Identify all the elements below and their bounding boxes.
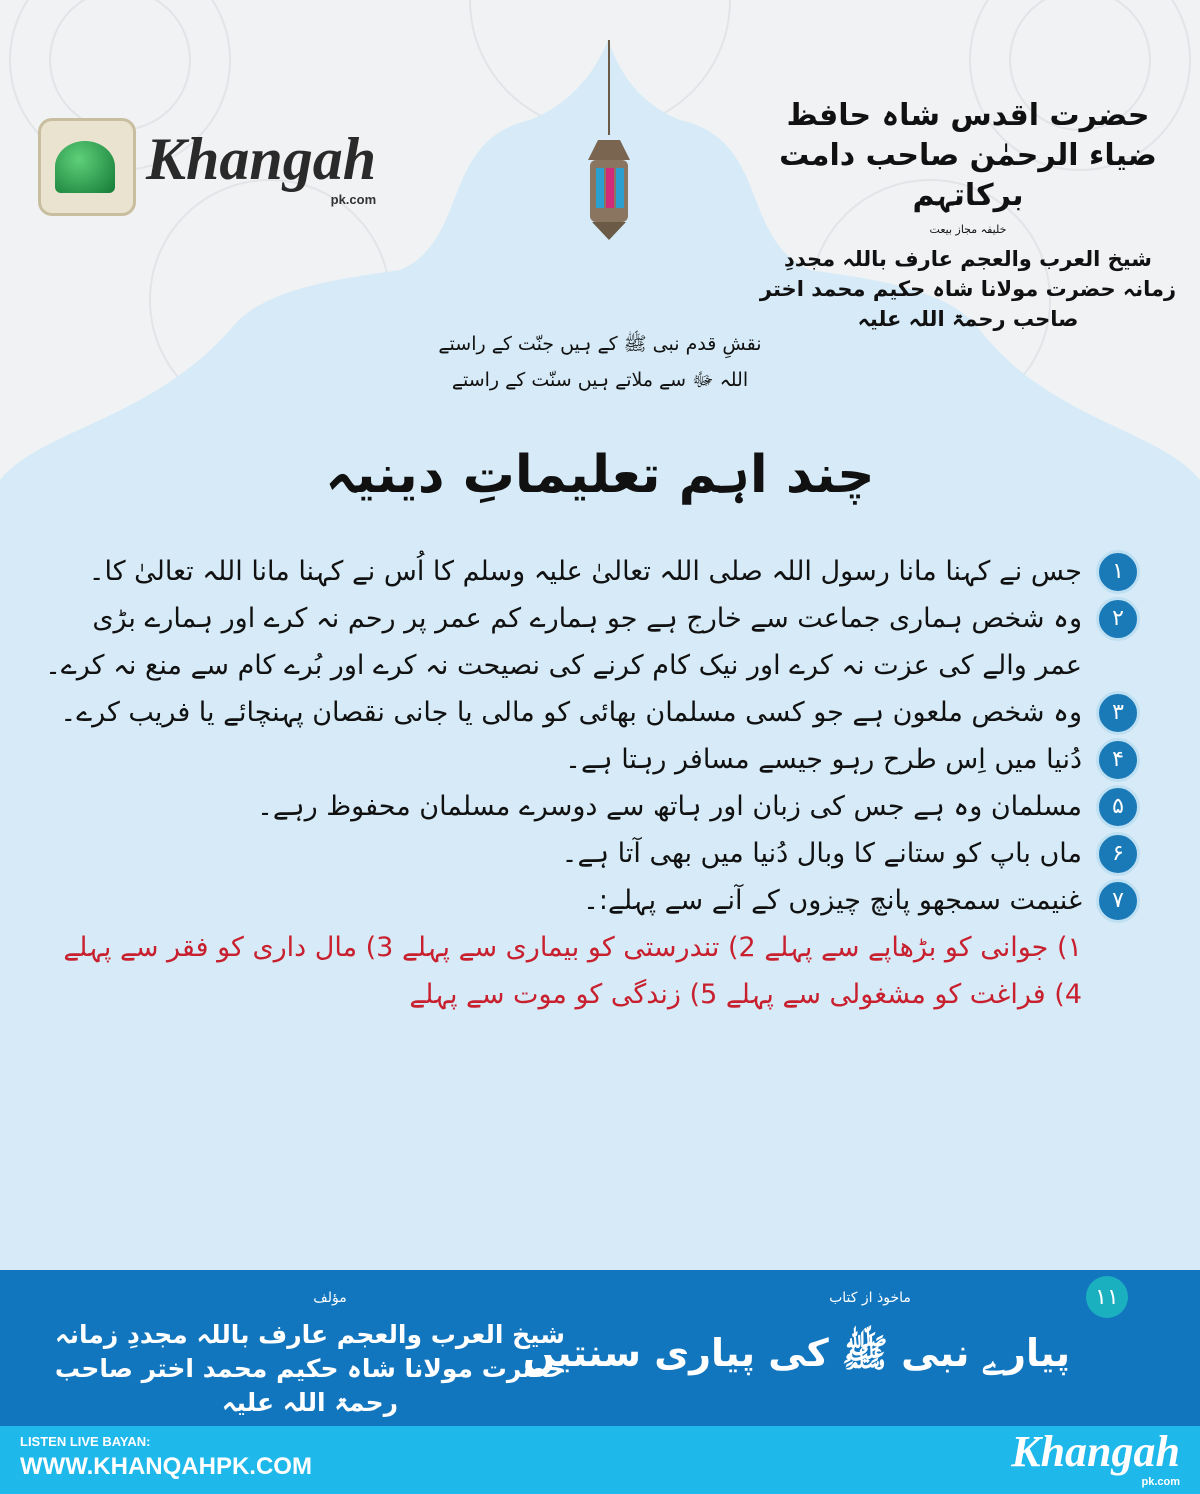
book-title: پیارے نبی ﷺ کی پیاری سنتیں [522,1331,1070,1375]
header-calligraphy [758,96,1178,334]
list-item [40,595,1140,689]
author-label: مؤلف [313,1290,347,1306]
item-text: وہ شخص ملعون ہے جو کسی مسلمان بھائی کو مالی یا جانی نقصان پہنچائے یا فریب کرے۔ [60,697,1082,728]
footer-logo[interactable] [1011,1428,1180,1489]
poem-line-1: نقشِ قدم نبی ﷺ کے ہیں جنّت کے راستے [438,333,762,355]
item-number: ۶ [1096,832,1140,876]
page-number-badge: ۱۱ [1086,1276,1128,1318]
item-number: ۴ [1096,738,1140,782]
item-text: ماں باپ کو ستانے کا وبال دُنیا میں بھی آتا ہے۔ [561,838,1082,869]
item-text: مسلمان وہ ہے جس کی زبان اور ہاتھ سے دوسرے مسلمان محفوظ رہے۔ [257,791,1082,822]
item-number: ۵ [1096,785,1140,829]
logo-text: Khangah [146,126,377,192]
item-text: غنیمت سمجھو پانچ چیزوں کے آنے سے پہلے:۔ [583,885,1082,916]
website-link[interactable]: WWW.KHANQAHPK.COM [20,1453,312,1480]
item-text: جس نے کہنا مانا رسول اللہ صلی اللہ تعالیٰ علیہ وسلم کا اُس نے کہنا مانا اللہ تعالیٰ کا۔ [88,556,1082,587]
teachings-list [40,548,1140,1018]
sheikh-name: حضرت اقدس شاہ حافظ ضیاء الرحمٰن صاحب دامت برکاتہم [779,98,1157,213]
page-title: چند اہم تعلیماتِ دینیہ [325,445,875,505]
list-item [40,830,1140,877]
footer-logo-domain: pk.com [1141,1476,1180,1488]
item-text: وہ شخص ہماری جماعت سے خارج ہے جو ہمارے کم عمر پر رحم نہ کرے اور ہمارے بڑی عمر والے کی عزت نہ کرے اور نیک کام کرنے کی نصیحت نہ کرے اور بُرے کام سے منع نہ کرے۔ [45,603,1082,681]
poem-line-2: اللہ ﷻ سے ملاتے ہیں سنّت کے راستے [451,369,749,391]
logo-domain: pk.com [330,192,377,207]
list-item [40,689,1140,736]
bottom-bar [0,1426,1200,1494]
teacher-name: شیخ العرب والعجم عارف باللہ مجددِ زمانہ حضرت مولانا شاہ حکیم محمد اختر صاحب رحمۃ اللہ علیہ [759,247,1177,331]
green-dome-image [38,118,136,216]
khangah-logo[interactable] [38,118,376,216]
author-name: شیخ العرب والعجم عارف باللہ مجددِ زمانہ حضرت مولانا شاہ حکیم محمد اختر صاحب رحمۃ اللہ علیہ [54,1320,566,1417]
poem [340,326,860,398]
item-text: دُنیا میں اِس طرح رہو جیسے مسافر رہتا ہے۔ [565,744,1082,775]
footer-logo-text: Khangah [1011,1427,1180,1476]
list-item [40,877,1140,924]
item-number: ۱ [1096,550,1140,594]
list-item [40,548,1140,595]
item-number: ۷ [1096,879,1140,923]
listen-label: LISTEN LIVE BAYAN: [20,1434,151,1449]
five-things-list: ۱) جوانی کو بڑھاپے سے پہلے 2) تندرستی کو بیماری سے پہلے 3) مال داری کو فقر سے پہلے 4) فراغت کو مشغولی سے پہلے 5) زندگی کو موت سے پہلے [63,932,1082,1010]
item-number: ۳ [1096,691,1140,735]
item-number: ۲ [1096,597,1140,641]
list-item [40,736,1140,783]
khalifa-label: خلیفہ مجاز بیعت [929,223,1007,236]
footer-source [0,1270,1200,1426]
source-label: ماخوذ از کتاب [829,1290,911,1306]
list-item [40,783,1140,830]
